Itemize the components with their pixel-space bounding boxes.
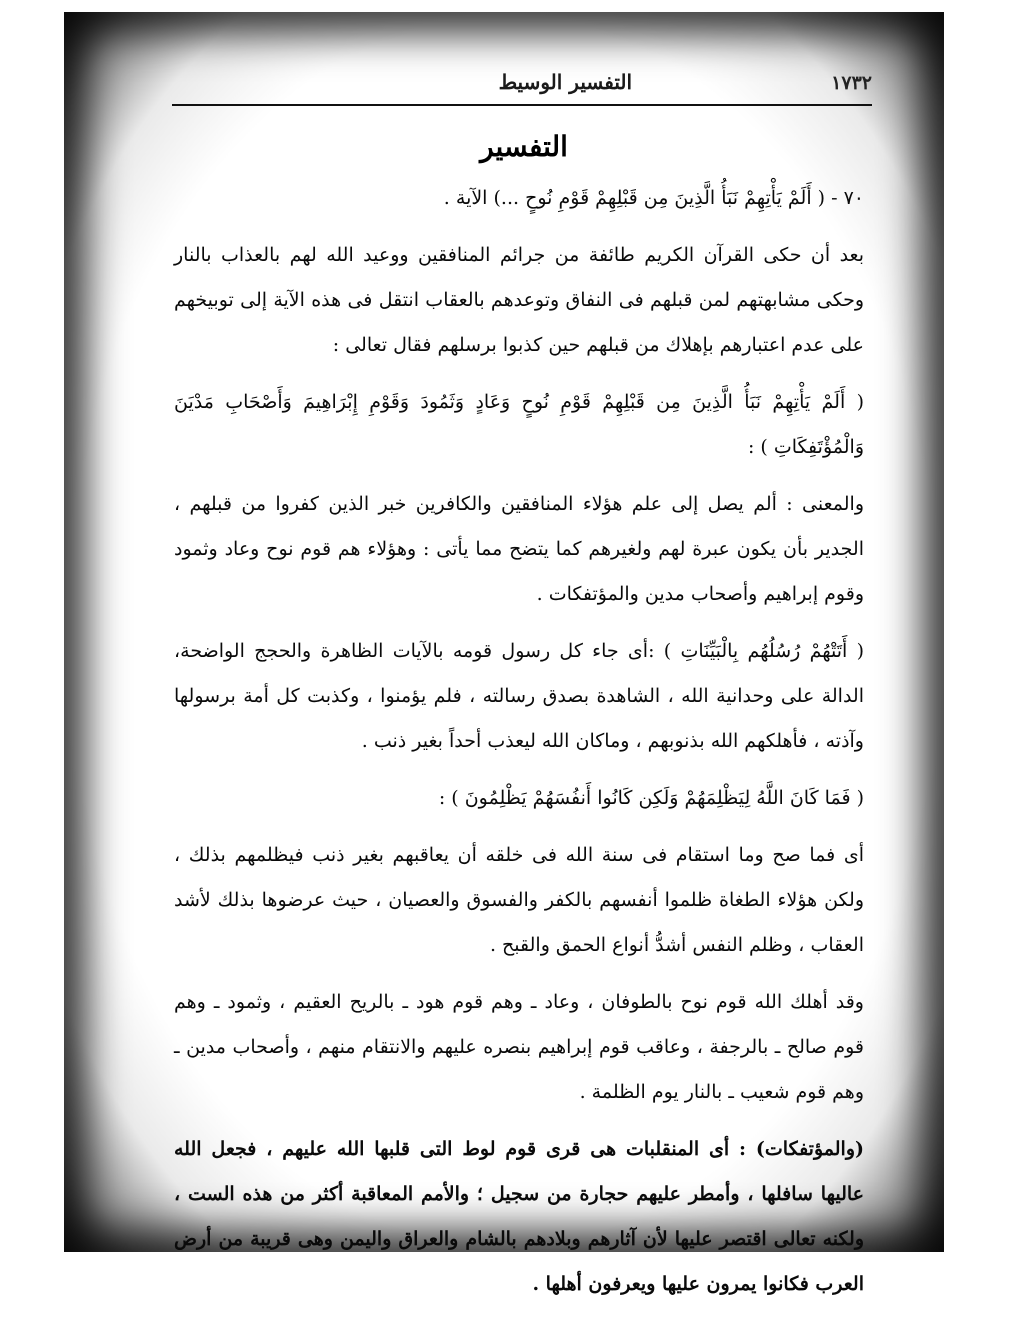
paragraph: أى فما صح وما استقام فى سنة الله فى خلقه أن يعاقبهم بغير ذنب فيظلمهم بذلك ، ولكن هؤلاء الطغاة ظلموا أنفسهم بالكفر والفسوق والعصيان ، حيث عرضوها بذلك لأشد العقاب ، وظلم النفس أشدُّ أنواع الحمق والقبح .: [174, 844, 864, 956]
page-header: [172, 68, 872, 108]
paragraph: ( أَتَتْهُمْ رُسُلُهُم بِالْبَيِّنَاتِ ) :أى جاء كل رسول قومه بالآيات الظاهرة والحجج الواضحة، الدالة على وحدانية الله ، الشاهدة بصدق رسالته ، فلم يؤمنوا ، وكذبت كل أمة برسولها وآذته ، فأهلكهم الله بذنوبهم ، وماكان الله ليعذب أحداً بغير ذنب .: [174, 640, 864, 752]
header-rule: [172, 104, 872, 106]
verse-heading: ٧٠ - ( أَلَمْ يَأْتِهِمْ نَبَأُ الَّذِينَ مِن قَبْلِهِمْ قَوْمِ نُوحٍ ...) الآية .: [443, 187, 864, 209]
book-page: [64, 12, 944, 1295]
section-title: التفسير: [480, 130, 568, 163]
page-number: ١٧٣٢: [831, 72, 872, 94]
quran-quote: ( أَلَمْ يَأْتِهِمْ نَبَأُ الَّذِينَ مِن قَبْلِهِمْ قَوْمِ نُوحٍ وَعَادٍ وَثَمُودَ وَقَوْمِ إِبْرَاهِيمَ وَأَصْحَابِ مَدْيَنَ وَالْمُؤْتَفِكَاتِ ) :: [174, 391, 864, 458]
body-text: [174, 176, 864, 1319]
paragraph: (والمؤتفكات) : أى المنقلبات هى قرى قوم لوط التى قلبها الله عليهم ، فجعل الله عاليها سافلها ، وأمطر عليهم حجارة من سجيل ؛ والأمم المعاقبة أكثر من هذه الست ، ولكنه تعالى اقتصر عليها لأن آثارهم وبلادهم بالشام والعراق واليمن وهى قريبة من أرض العرب فكانوا يمرون عليها ويعرفون أهلها .: [174, 1138, 864, 1295]
running-head: التفسير الوسيط: [498, 70, 632, 94]
paragraph: وقد أهلك الله قوم نوح بالطوفان ، وعاد ـ وهم قوم هود ـ بالريح العقيم ، وثمود ـ وهم قوم صالح ـ بالرجفة ، وعاقب قوم إبراهيم بنصره عليهم والانتقام منهم ، وأصحاب مدين ـ وهم قوم شعيب ـ بالنار يوم الظلمة .: [174, 991, 864, 1103]
paragraph: والمعنى : ألم يصل إلى علم هؤلاء المنافقين والكافرين خبر الذين كفروا من قبلهم ، الجدير بأن يكون عبرة لهم ولغيرهم كما يتضح مما يأتى : وهؤلاء هم قوم نوح وعاد وثمود وقوم إبراهيم وأصحاب مدين والمؤتفكات .: [174, 493, 864, 605]
quran-quote: ( فَمَا كَانَ اللَّهُ لِيَظْلِمَهُمْ وَلَكِن كَانُوا أَنفُسَهُمْ يَظْلِمُونَ ) :: [438, 787, 864, 809]
paragraph: بعد أن حكى القرآن الكريم طائفة من جرائم المنافقين ووعيد الله لهم بالعذاب بالنار وحكى مشابهتهم لمن قبلهم فى النفاق وتوعدهم بالعقاب انتقل فى هذه الآية إلى توبيخهم على عدم اعتبارهم بإهلاك من قبلهم حين كذبوا برسلهم فقال تعالى :: [174, 244, 864, 356]
